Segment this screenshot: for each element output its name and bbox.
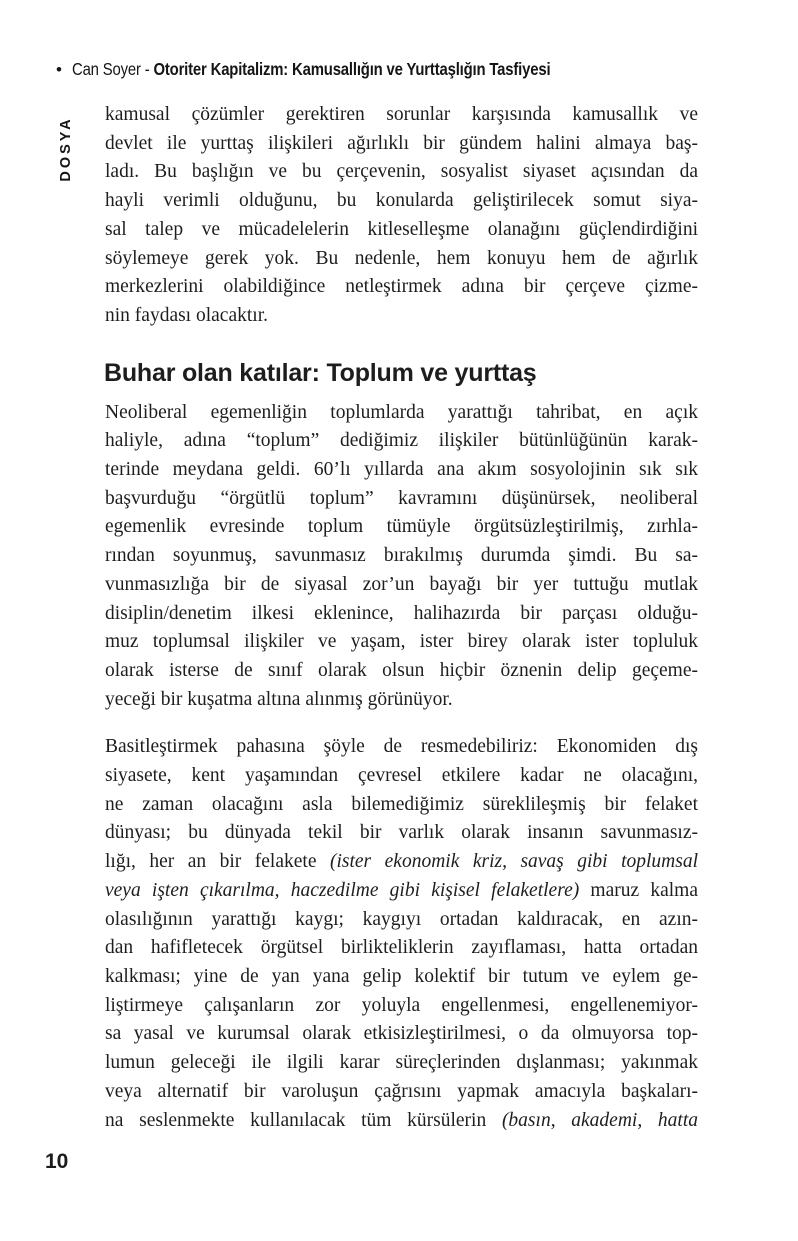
text-segment: sal talep ve mücadelelerin kitleselleşme olanağını güçlendirdiğini [105, 218, 698, 240]
italic-text-segment: veya işten çıkarılma, haczedilme gibi kişisel felaketlere) [105, 879, 580, 901]
text-segment: maruz kalma [579, 879, 698, 901]
italic-text-segment: (ister ekonomik kriz, savaş gibi toplumsal [329, 851, 699, 873]
paragraph [105, 399, 698, 715]
text-segment: devlet ile yurttaş ilişkileri ağırlıklı bir gündem halini almaya baş- [105, 132, 698, 154]
text-segment: haliyle, adına “toplum” dediğimiz ilişkiler bütünlüğünün karak- [105, 430, 698, 452]
text-line [105, 657, 698, 686]
text-segment: veya alternatif bir varoluşun çağrısını yapmak amacıyla başkaları- [105, 1080, 698, 1102]
italic-text-segment: (basın, akademi, hatta [501, 1109, 698, 1131]
text-segment: kalkması; yine de yan yana gelip kolektif bir tutum ve eylem ge- [105, 965, 698, 987]
text-line [105, 762, 698, 791]
text-line [105, 848, 698, 877]
text-line [105, 963, 698, 992]
text-line [105, 1107, 698, 1136]
header-text [72, 59, 550, 80]
text-line [105, 571, 698, 600]
text-line [105, 906, 698, 935]
text-line [105, 485, 698, 514]
text-segment: kamusal çözümler gerektiren sorunlar karşısında kamusallık ve [105, 104, 698, 125]
text-segment: siyasete, kent yaşamından çevresel etkilere kadar ne olacağını, [105, 765, 698, 787]
paragraph [105, 101, 698, 331]
text-segment: olarak isterse de sınıf olarak olsun hiçbir öznenin delip geçeme- [105, 659, 698, 681]
text-segment: yeceği bir kuşatma altına alınmış görünüyor. [105, 688, 453, 710]
text-line [105, 1020, 698, 1049]
text-line [105, 628, 698, 657]
text-segment: ladı. Bu başlığın ve bu çerçevenin, sosyalist siyaset açısından da [105, 161, 698, 183]
text-segment: muz toplumsal ilişkiler ve yaşam, ister birey olarak ister topluluk [105, 631, 698, 653]
text-segment: sa yasal ve kurumsal olarak etkisizleştirilmesi, o da olmuyorsa top- [105, 1023, 698, 1045]
text-line [105, 273, 698, 302]
text-line [105, 158, 698, 187]
text-segment: terinde meydana geldi. 60’lı yıllarda ana akım sosyolojinin sık sık [105, 459, 698, 481]
paragraph [105, 733, 698, 1135]
text-line [105, 542, 698, 571]
text-segment: ne zaman olacağını asla bilemediğimiz süreklileşmiş bir felaket [105, 793, 698, 815]
text-line [105, 600, 698, 629]
page-number: 10 [45, 1150, 69, 1173]
body-text-column [105, 101, 698, 1135]
text-segment: dan hafifletecek örgütsel birlikteliklerin zayıflaması, hatta ortadan [105, 937, 698, 959]
text-line [105, 456, 698, 485]
text-line [105, 427, 698, 456]
text-segment: Basitleştirmek pahasına şöyle de resmedebiliriz: Ekonomiden dış [105, 736, 698, 758]
text-line [105, 1049, 698, 1078]
text-line [105, 686, 698, 715]
text-line [105, 302, 698, 331]
text-line [105, 216, 698, 245]
text-line [105, 733, 698, 762]
text-line [105, 934, 698, 963]
text-segment: Neoliberal egemenliğin toplumlarda yarattığı tahribat, en açık [105, 401, 698, 423]
header-bullet-icon: • [56, 59, 62, 79]
text-line [105, 245, 698, 274]
text-line [105, 992, 698, 1021]
text-segment: liştirmeye çalışanların zor yoluyla engellenmesi, engellenemiyor- [105, 994, 698, 1016]
text-line [105, 513, 698, 542]
text-segment: vunmasızlığa bir de siyasal zor’un bayağı bir yer tuttuğu mutlak [105, 573, 698, 595]
text-line [105, 399, 698, 428]
text-line [105, 101, 698, 130]
text-segment: nin faydası olacaktır. [105, 304, 268, 326]
text-line [105, 819, 698, 848]
text-segment: egemenlik evresinde toplum tümüyle örgütsüzleştirilmiş, zırhla- [105, 516, 698, 538]
text-line [105, 130, 698, 159]
text-segment: merkezlerini olabildiğince netleştirmek adına bir çerçeve çizme- [105, 276, 698, 298]
text-line [105, 1078, 698, 1107]
header-author: Can Soyer [71, 59, 141, 79]
margin-section-label: DOSYA [58, 116, 74, 182]
text-segment: na seslenmekte kullanılacak tüm kürsülerin [105, 1109, 502, 1131]
section-heading: Buhar olan katılar: Toplum ve yurttaş [104, 358, 537, 387]
text-segment: rından soyunmuş, savunmasız bırakılmış durumda şimdi. Bu sa- [105, 545, 698, 567]
header-separator: - [140, 59, 154, 79]
text-segment: hayli verimli olduğunu, bu konularda geliştirilecek somut siya- [105, 190, 698, 212]
text-segment: dünyası; bu dünyada tekil bir varlık olarak insanın savunmasız- [105, 822, 698, 844]
text-segment: olasılığının yarattığı kaygı; kaygıyı ortadan kaldıracak, en azın- [105, 908, 698, 930]
running-header [56, 59, 635, 80]
text-segment: lumun geleceği ile ilgili karar süreçlerinden dışlanması; yakınmak [105, 1052, 698, 1074]
text-segment: lığı, her an bir felakete [105, 851, 330, 873]
header-book-title: Otoriter Kapitalizm: Kamusallığın ve Yurttaşlığın Tasfiyesi [153, 59, 551, 79]
text-segment: disiplin/denetim ilkesi eklenince, halihazırda bir parçası olduğu- [105, 602, 698, 624]
text-line [105, 877, 698, 906]
text-line [105, 791, 698, 820]
text-line [105, 187, 698, 216]
text-segment: söylemeye gerek yok. Bu nedenle, hem konuyu hem de ağırlık [105, 247, 698, 269]
text-segment: başvurduğu “örgütlü toplum” kavramını düşünürsek, neoliberal [105, 487, 698, 509]
